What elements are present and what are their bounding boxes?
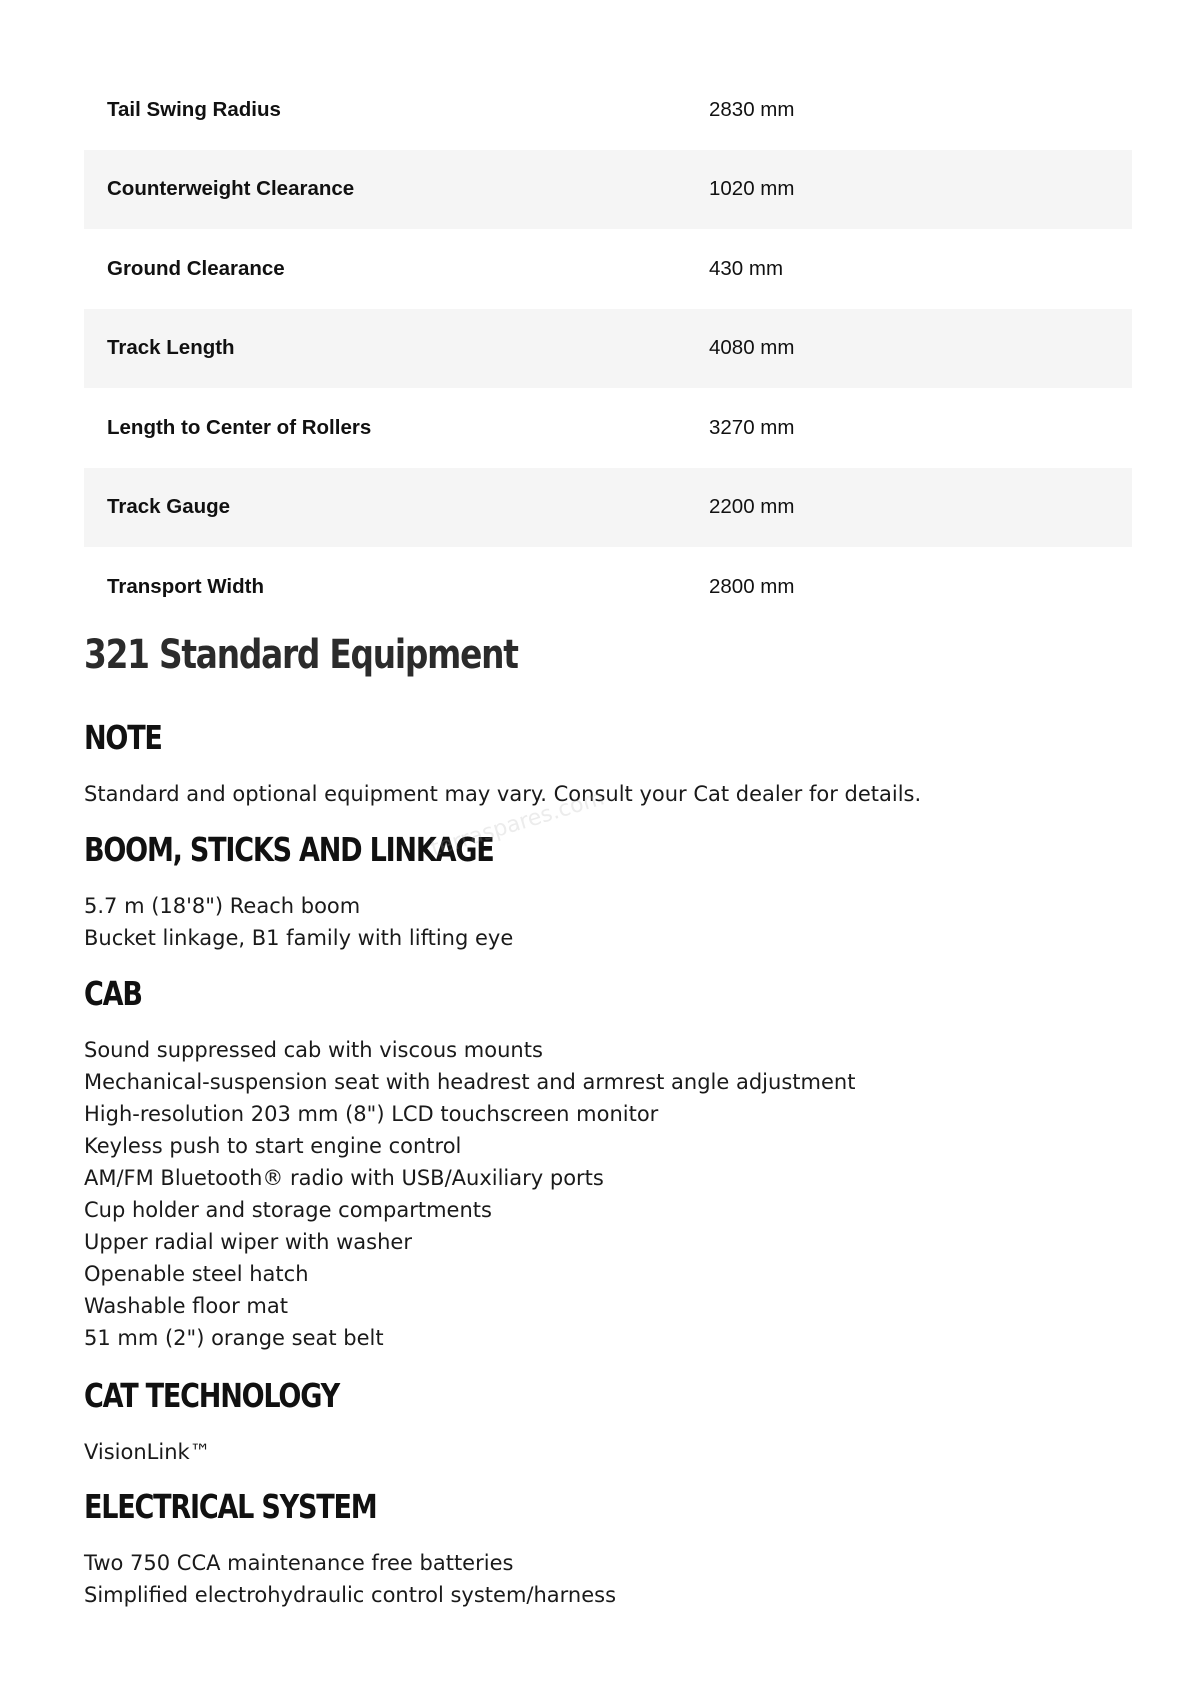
electrical-list <box>84 1547 616 1611</box>
spec-row <box>84 547 1132 627</box>
list-item: Mechanical-suspension seat with headrest and armrest angle adjustment <box>84 1070 856 1094</box>
spec-value: 430 mm <box>709 256 784 280</box>
watermark: terraspares.com <box>428 785 608 862</box>
spec-row <box>84 229 1132 309</box>
cab-heading: CAB <box>84 974 142 1013</box>
list-item: Keyless push to start engine control <box>84 1134 462 1158</box>
spec-value: 2200 mm <box>709 495 795 519</box>
spec-value: 2830 mm <box>709 97 795 121</box>
cab-list <box>84 1034 855 1354</box>
list-item: 5.7 m (18'8") Reach boom <box>84 894 361 918</box>
spec-row <box>84 70 1132 150</box>
spec-name: Track Length <box>107 336 235 360</box>
spec-name: Length to Center of Rollers <box>107 415 372 439</box>
list-item: Upper radial wiper with washer <box>84 1230 412 1254</box>
spec-row <box>84 309 1132 389</box>
spec-row <box>84 468 1132 548</box>
boom-heading: BOOM, STICKS AND LINKAGE <box>84 830 494 869</box>
spec-value: 3270 mm <box>709 415 795 439</box>
list-item: 51 mm (2") orange seat belt <box>84 1326 384 1350</box>
list-item: High-resolution 203 mm (8") LCD touchscreen monitor <box>84 1102 659 1126</box>
electrical-heading: ELECTRICAL SYSTEM <box>84 1487 377 1526</box>
note-text: Standard and optional equipment may vary. Consult your Cat dealer for details. <box>84 782 922 806</box>
list-item: Bucket linkage, B1 family with lifting eye <box>84 926 514 950</box>
spec-value: 1020 mm <box>709 177 795 201</box>
spec-row <box>84 388 1132 468</box>
cat-technology-heading: CAT TECHNOLOGY <box>84 1376 339 1415</box>
spec-name: Track Gauge <box>107 495 231 519</box>
list-item: Two 750 CCA maintenance free batteries <box>84 1551 514 1575</box>
spec-name: Tail Swing Radius <box>107 97 281 121</box>
spec-table <box>84 70 1132 627</box>
list-item: Cup holder and storage compartments <box>84 1198 492 1222</box>
spec-name: Transport Width <box>107 574 264 598</box>
spec-name: Counterweight Clearance <box>107 177 355 201</box>
spec-row <box>84 150 1132 230</box>
cat-technology-list <box>84 1436 211 1468</box>
note-heading: NOTE <box>84 718 162 757</box>
standard-equipment-title: 321 Standard Equipment <box>84 632 518 678</box>
list-item: Simplified electrohydraulic control system/harness <box>84 1583 617 1607</box>
spec-value: 2800 mm <box>709 574 795 598</box>
list-item: VisionLink™ <box>84 1440 211 1464</box>
spec-value: 4080 mm <box>709 336 795 360</box>
list-item: Washable floor mat <box>84 1294 288 1318</box>
list-item: AM/FM Bluetooth® radio with USB/Auxiliary ports <box>84 1166 604 1190</box>
list-item: Openable steel hatch <box>84 1262 309 1286</box>
spec-name: Ground Clearance <box>107 256 285 280</box>
boom-list <box>84 890 513 954</box>
list-item: Sound suppressed cab with viscous mounts <box>84 1038 543 1062</box>
